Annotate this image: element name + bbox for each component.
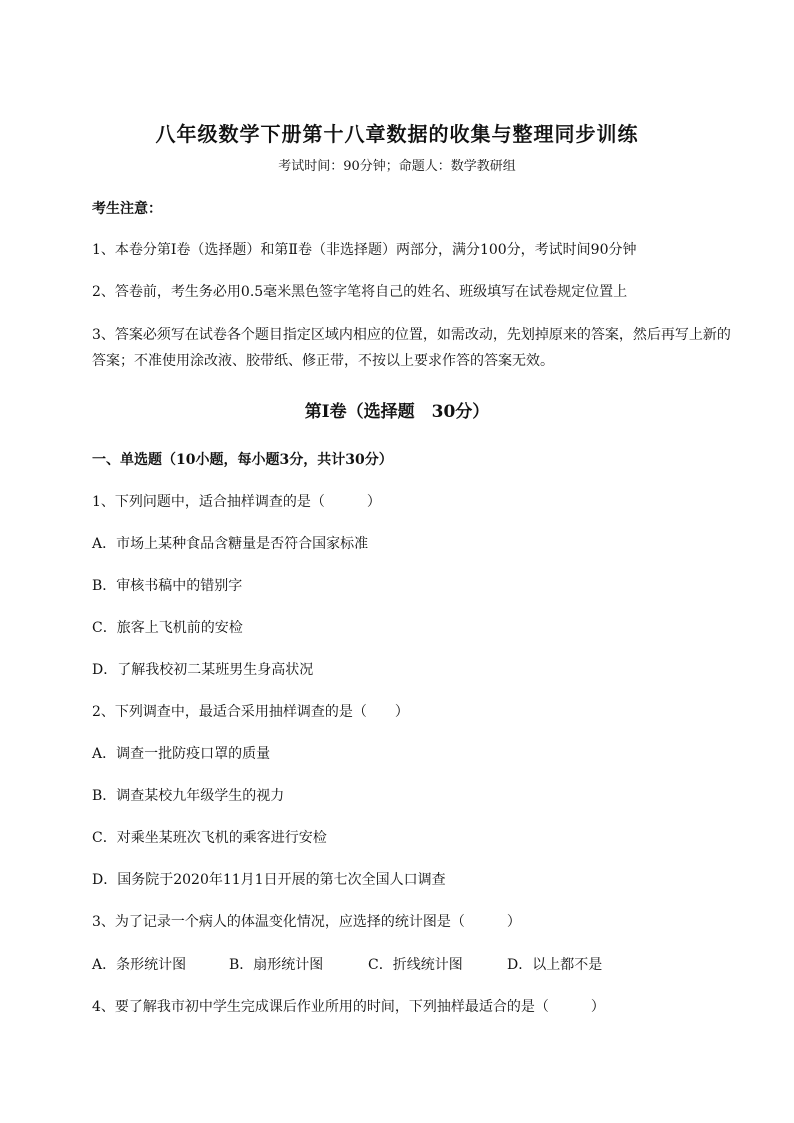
answer-option: D．以上都不是	[507, 957, 603, 973]
answer-option: B．调查某校九年级学生的视力	[92, 788, 285, 804]
answer-option: D．国务院于2020年11月1日开展的第七次全国人口调查	[92, 872, 446, 888]
page-title: 八年级数学下册第十八章数据的收集与整理同步训练	[155, 122, 639, 146]
answer-option: A．条形统计图	[92, 957, 187, 973]
notice-item: 2、答卷前，考生务必用0.5毫米黑色签字笔将自己的姓名、班级填写在试卷规定位置上	[92, 284, 628, 300]
question-stem: 3、为了记录一个病人的体温变化情况，应选择的统计图是（ ）	[92, 914, 521, 930]
question-group-heading: 一、单选题（10小题，每小题3分，共计30分）	[92, 452, 393, 468]
answer-option: D．了解我校初二某班男生身高状况	[92, 662, 314, 678]
answer-options-row	[92, 953, 602, 977]
exam-info: 考试时间：90分钟；命题人：数学教研组	[278, 159, 516, 174]
notice-item: 1、本卷分第I卷（选择题）和第Ⅱ卷（非选择题）两部分，满分100分，考试时间90分钟	[92, 242, 637, 258]
answer-option: C．旅客上飞机前的安检	[92, 620, 243, 636]
question-stem: 4、要了解我市初中学生完成课后作业所用的时间，下列抽样最适合的是（ ）	[92, 999, 605, 1015]
answer-option: B．扇形统计图	[229, 957, 324, 973]
answer-option: A．调查一批防疫口罩的质量	[92, 746, 271, 762]
question-stem: 2、下列调查中，最适合采用抽样调查的是（ ）	[92, 704, 409, 720]
section-title: 第I卷（选择题 30分）	[304, 402, 490, 422]
answer-option: A．市场上某种食品含糖量是否符合国家标准	[92, 536, 369, 552]
question-stem: 1、下列问题中，适合抽样调查的是（ ）	[92, 494, 381, 510]
answer-option: C．对乘坐某班次飞机的乘客进行安检	[92, 830, 327, 846]
notice-item: 3、答案必须写在试卷各个题目指定区域内相应的位置，如需改动，先划掉原来的答案，然后再写上新的答案；不准使用涂改液、胶带纸、修正带，不按以上要求作答的答案无效。	[92, 327, 731, 369]
answer-option: B．审核书稿中的错别字	[92, 578, 243, 594]
answer-option: C．折线统计图	[368, 957, 463, 973]
notice-heading: 考生注意：	[92, 201, 162, 217]
